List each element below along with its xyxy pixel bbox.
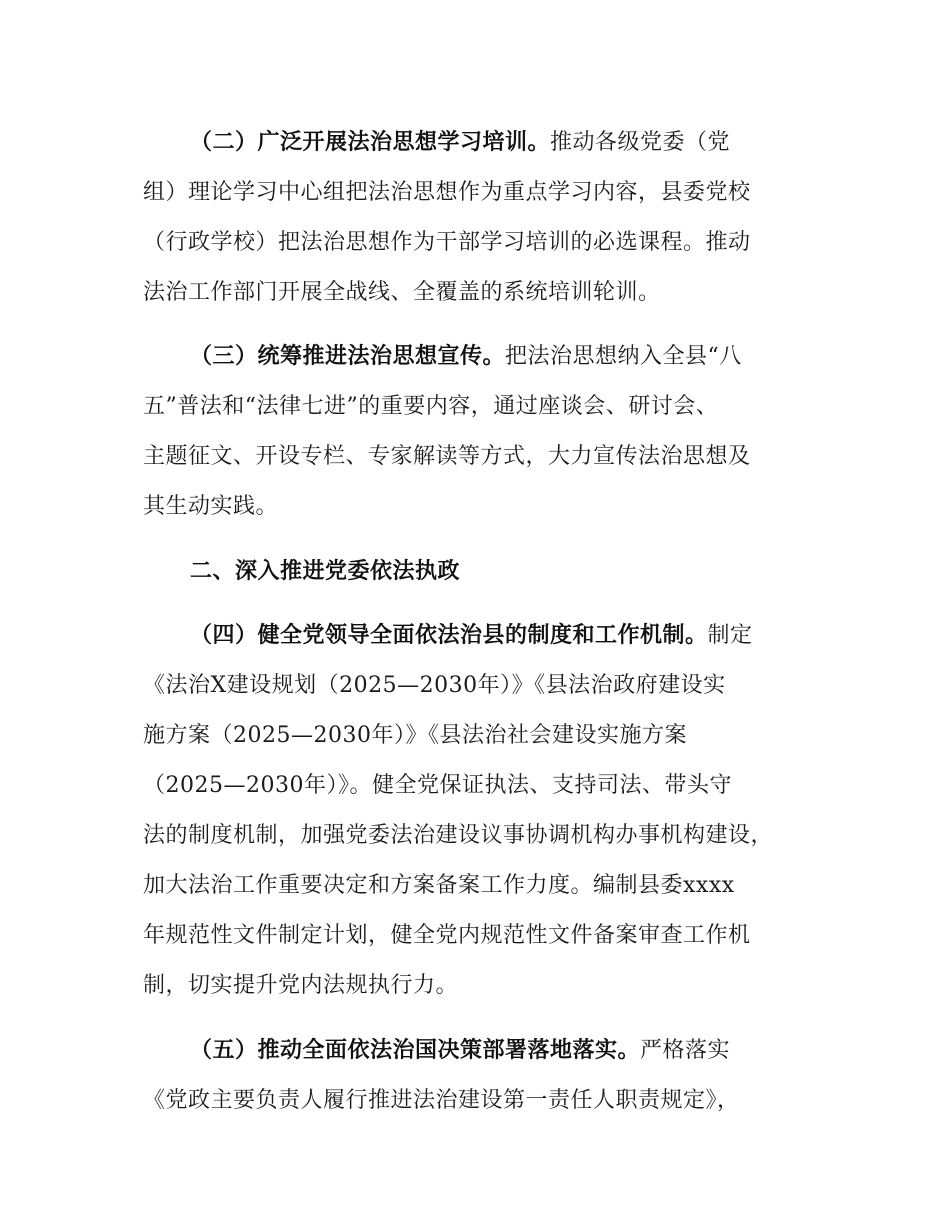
paragraph-3-heading: （三）统筹推进法治思想宣传。 — [190, 344, 506, 369]
paragraph-3-line-1 — [190, 342, 742, 372]
paragraph-4-line-1 — [190, 621, 753, 651]
paragraph-4-line-6: 加大法治工作重要决定和方案备案工作力度。编制县委xxxx — [143, 873, 735, 898]
paragraph-2-line-3: （行政学校）把法治思想作为干部学习培训的必选课程。推动 — [143, 230, 751, 255]
paragraph-5-text: 严格落实 — [640, 1038, 731, 1063]
paragraph-4-text: 制定 — [707, 623, 753, 648]
paragraph-5-line-1 — [190, 1036, 730, 1066]
paragraph-4-heading: （四）健全党领导全面依法治县的制度和工作机制。 — [190, 623, 708, 648]
paragraph-3-line-2: 五”普法和“法律七进”的重要内容，通过座谈会、研讨会、 — [143, 394, 719, 419]
paragraph-2-heading: （二）广泛开展法治思想学习培训。 — [190, 130, 551, 155]
paragraph-4-line-5: 法的制度机制，加强党委法治建设议事协调机构办事机构建设， — [143, 823, 774, 848]
paragraph-4-line-3: 施方案（2025—2030年）》《县法治社会建设实施方案 — [143, 723, 687, 748]
paragraph-4-line-8: 制，切实提升党内法规执行力。 — [143, 973, 459, 998]
paragraph-3-line-3: 主题征文、开设专栏、专家解读等方式，大力宣传法治思想及 — [143, 444, 751, 469]
paragraph-3-text: 把法治思想纳入全县“八 — [505, 344, 742, 369]
paragraph-5-heading: （五）推动全面依法治国决策部署落地落实。 — [190, 1038, 641, 1063]
paragraph-2-line-2: 组）理论学习中心组把法治思想作为重点学习内容，县委党校 — [143, 180, 751, 205]
paragraph-2-line-4: 法治工作部门开展全战线、全覆盖的系统培训轮训。 — [143, 280, 661, 305]
paragraph-2-text: 推动各级党委（党 — [550, 130, 731, 155]
paragraph-2-line-1 — [190, 128, 730, 158]
paragraph-4-line-7: 年规范性文件制定计划，健全党内规范性文件备案审查工作机 — [143, 923, 751, 948]
section-title: 二、深入推进党委依法执政 — [190, 559, 461, 584]
paragraph-4-line-2: 《法治X建设规划（2025—2030年）》《县法治政府建设实 — [143, 673, 726, 698]
paragraph-3-line-4: 其生动实践。 — [143, 494, 279, 519]
paragraph-4-line-4: （2025—2030年）》。健全党保证执法、支持司法、带头守 — [143, 773, 732, 798]
paragraph-5-line-2: 《党政主要负责人履行推进法治建设第一责任人职责规定》， — [143, 1088, 740, 1113]
